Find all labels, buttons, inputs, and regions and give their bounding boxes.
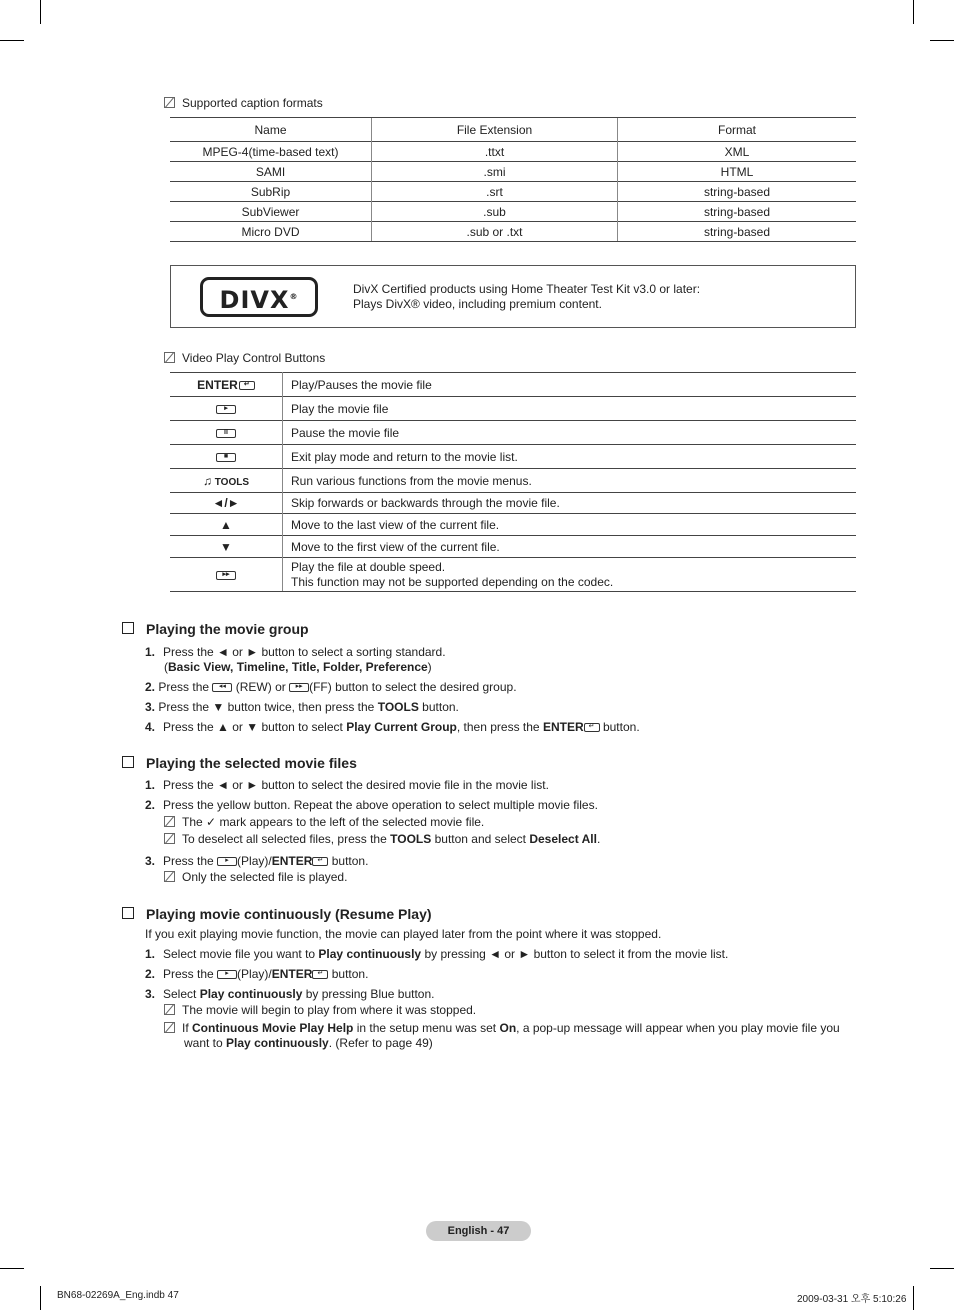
note-icon: [164, 97, 175, 108]
crop-mark: [40, 1286, 41, 1310]
table-header: Name: [170, 118, 372, 142]
table-row: ENTER ↵ Play/Pauses the movie file: [170, 373, 856, 397]
note-icon: [164, 1022, 175, 1033]
enter-icon: ↵: [584, 723, 600, 732]
table-row: ▲ Move to the last view of the current file.: [170, 514, 856, 536]
table-row: ▸ Play the movie file: [170, 397, 856, 421]
ff-button-icon: ▸▸: [289, 683, 309, 692]
note-icon: [164, 816, 175, 827]
ff-button-icon: ▸▸: [216, 571, 236, 580]
note-icon: [164, 1004, 175, 1015]
table-row: ▼ Move to the first view of the current file.: [170, 536, 856, 558]
table-row: SAMI .smi HTML: [170, 162, 856, 182]
section-title: Playing movie continuously (Resume Play): [122, 906, 432, 922]
page-number-badge: English - 47: [426, 1221, 531, 1241]
table-row: ♫ TOOLS Run various functions from the movie menus.: [170, 469, 856, 493]
crop-mark: [913, 0, 914, 24]
note-icon: [164, 871, 175, 882]
divx-text: DivX Certified products using Home Theater Test Kit v3.0 or later: Plays DivX® video, including premium content.: [353, 282, 701, 311]
crop-mark: [930, 40, 954, 41]
step: 3. Select Play continuously by pressing Blue button.: [145, 987, 435, 1001]
rew-button-icon: ◂◂: [212, 683, 232, 692]
step: 3. Press the ▸ (Play)/ENTER ↵ button.: [145, 854, 369, 868]
stop-button-icon: ■: [216, 453, 236, 462]
table-row: MPEG-4(time-based text) .ttxt XML: [170, 142, 856, 162]
table-header: File Extension: [372, 118, 618, 142]
step: 1. Press the ◄ or ► button to select a sorting standard. (Basic View, Timeline, Title, Folder, Preference): [145, 645, 446, 674]
note: To deselect all selected files, press the TOOLS button and select Deselect All.: [164, 832, 600, 847]
step: 3. Press the ▼ button twice, then press the TOOLS button.: [145, 700, 459, 714]
caption-table: [170, 117, 856, 242]
crop-mark: [930, 1268, 954, 1269]
enter-icon: ↵: [312, 970, 328, 979]
tools-icon: ♫: [202, 473, 212, 488]
table-row: ▸▸ Play the file at double speed. This function may not be supported depending on the codec.: [170, 558, 856, 592]
crop-mark: [913, 1286, 914, 1310]
caption-note: Supported caption formats: [164, 96, 323, 110]
note-icon: [164, 352, 175, 363]
divx-logo: DIVX®: [200, 277, 318, 317]
footer-timestamp: 2009-03-31 오후 5:10:26: [797, 1294, 907, 1305]
play-button-icon: ▸: [217, 970, 237, 979]
step: 2. Press the ▸ (Play)/ENTER ↵ button.: [145, 967, 369, 981]
checkbox-icon: [122, 907, 134, 919]
crop-mark: [0, 1268, 24, 1269]
table-row: ◄/► Skip forwards or backwards through the movie file.: [170, 493, 856, 514]
enter-icon: ↵: [239, 381, 255, 390]
checkbox-icon: [122, 756, 134, 768]
table-row: ■ Exit play mode and return to the movie list.: [170, 445, 856, 469]
crop-mark: [0, 40, 24, 41]
note-icon: [164, 833, 175, 844]
play-button-icon: ▸: [216, 405, 236, 414]
step: 2. Press the yellow button. Repeat the above operation to select multiple movie files.: [145, 798, 598, 812]
step: 4. Press the ▲ or ▼ button to select Play Current Group, then press the ENTER ↵ button.: [145, 720, 640, 734]
step: 2. Press the ◂◂ (REW) or ▸▸ (FF) button to select the desired group.: [145, 680, 517, 694]
table-row: SubRip .srt string-based: [170, 182, 856, 202]
section-title: Playing the selected movie files: [122, 755, 357, 771]
control-note: Video Play Control Buttons: [164, 351, 325, 365]
table-row: SubViewer .sub string-based: [170, 202, 856, 222]
table-header: Format: [618, 118, 857, 142]
checkmark-icon: ✓: [206, 815, 217, 829]
crop-mark: [40, 0, 41, 24]
note: The ✓ mark appears to the left of the selected movie file.: [164, 815, 484, 830]
note: Only the selected file is played.: [164, 870, 347, 885]
footer-file: BN68-02269A_Eng.indb 47: [57, 1290, 179, 1301]
section-title: Playing the movie group: [122, 621, 309, 637]
control-table: [170, 372, 856, 592]
table-row: II Pause the movie file: [170, 421, 856, 445]
intro-text: If you exit playing movie function, the movie can played later from the point where it was stopped.: [145, 927, 662, 941]
checkbox-icon: [122, 622, 134, 634]
pause-button-icon: II: [216, 429, 236, 438]
note: If Continuous Movie Play Help in the setup menu was set On, a pop-up message will appear when you play movie file you want to Play continuously. (Refer to page 49): [164, 1021, 859, 1051]
divx-box: [170, 265, 856, 328]
enter-icon: ↵: [312, 857, 328, 866]
step: 1. Select movie file you want to Play continuously by pressing ◄ or ► button to select it from the movie list.: [145, 947, 729, 961]
step: 1. Press the ◄ or ► button to select the desired movie file in the movie list.: [145, 778, 549, 792]
table-row: Micro DVD .sub or .txt string-based: [170, 222, 856, 242]
note: The movie will begin to play from where it was stopped.: [164, 1003, 476, 1018]
play-button-icon: ▸: [217, 857, 237, 866]
